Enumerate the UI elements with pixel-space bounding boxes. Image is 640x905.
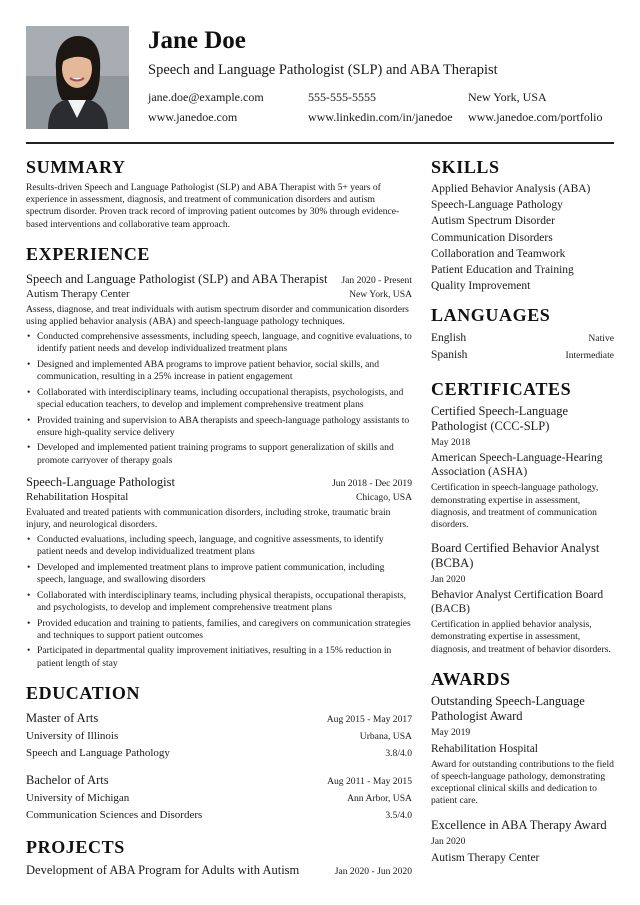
job-company: Rehabilitation Hospital — [26, 490, 129, 503]
job-bullet: • Participated in departmental quality improvement initiatives, resulting in a 15% reduction in patient length of stay — [26, 645, 412, 669]
job-bullet: • Conducted evaluations, including speech, language, and cognitive assessments, to identify patient needs and develop individualized treatment plans — [26, 534, 412, 558]
experience-entry — [26, 474, 412, 670]
skills-section — [431, 156, 614, 294]
job-bullet: • Conducted comprehensive assessments, including speech, language, and cognitive evaluations, to identify patient needs and develop individualized treatment plans — [26, 331, 412, 355]
job-bullet: • Provided training and supervision to ABA therapists and speech-language pathology assistants to ensure high-quality service delivery — [26, 415, 412, 439]
job-bullet: • Designed and implemented ABA programs to improve patient behavior, social skills, and communication, resulting in a 25% increase in patient engagement — [26, 359, 412, 383]
award-issuer: Rehabilitation Hospital — [431, 742, 538, 755]
awards-section — [431, 668, 614, 865]
contact-portfolio[interactable]: www.janedoe.com/portfolio — [468, 110, 603, 124]
summary-section — [26, 156, 412, 231]
job-dates: Jan 2020 - Present — [341, 274, 412, 286]
certificate-entry — [431, 541, 614, 656]
skills-list — [431, 181, 614, 294]
education-entry — [26, 710, 412, 762]
skill-item: Quality Improvement — [431, 280, 531, 293]
award-description: Award for outstanding contributions to the field of speech-language pathology, demonstrating exceptional clinical skills and dedication to patient care. — [431, 758, 614, 807]
award-date: May 2019 — [431, 726, 471, 738]
gpa: 3.8/4.0 — [385, 747, 412, 759]
award-entry — [431, 694, 614, 808]
section-title: EXPERIENCE — [26, 243, 151, 264]
award-entry — [431, 818, 614, 865]
candidate-name: Jane Doe — [148, 27, 246, 54]
project-entry — [26, 863, 412, 878]
field-of-study: Speech and Language Pathology — [26, 746, 170, 759]
certificate-name: Board Certified Behavior Analyst (BCBA) — [431, 541, 600, 571]
experience-entry — [26, 271, 412, 467]
award-date: Jan 2020 — [431, 835, 466, 847]
award-name: Excellence in ABA Therapy Award — [431, 817, 607, 832]
degree: Master of Arts — [26, 710, 99, 725]
education-dates: Aug 2011 - May 2015 — [327, 775, 412, 787]
project-dates: Jan 2020 - Jun 2020 — [334, 865, 412, 877]
education-dates: Aug 2015 - May 2017 — [326, 713, 412, 725]
education-section — [26, 682, 412, 824]
project-name: Development of ABA Program for Adults with Autism — [26, 862, 300, 877]
experience-section — [26, 243, 412, 670]
gpa: 3.5/4.0 — [385, 809, 412, 821]
job-description: Evaluated and treated patients with communication disorders, including stroke, traumatic brain injury, and neurological disorders. — [26, 506, 391, 531]
contact-phone[interactable]: 555-555-5555 — [308, 90, 376, 104]
school-location: Urbana, USA — [359, 730, 412, 742]
contact-linkedin[interactable]: www.linkedin.com/in/janedoe — [308, 110, 453, 124]
skill-item: Speech-Language Pathology — [431, 199, 563, 212]
award-issuer: Autism Therapy Center — [431, 851, 540, 864]
job-title: Speech and Language Pathologist (SLP) and ABA Therapist — [26, 271, 328, 286]
school: University of Illinois — [26, 729, 119, 742]
skill-item: Applied Behavior Analysis (ABA) — [431, 183, 591, 195]
language-name: English — [431, 332, 467, 345]
summary-text: Results-driven Speech and Language Pathologist (SLP) and ABA Therapist with 5+ years of experience in assessment, diagnosis, and treatment of communication disorders and autism spectrum disorder. Proven track record of improving patient outcomes by 30% through evidence-based interventions and collaborative team approach. — [26, 182, 400, 230]
school: University of Michigan — [26, 791, 130, 804]
job-bullet: • Developed and implemented treatment plans to improve patient communication, including speech, language, and swallowing disorders — [26, 562, 412, 586]
resume-header — [148, 26, 614, 126]
degree: Bachelor of Arts — [26, 772, 109, 787]
field-of-study: Communication Sciences and Disorders — [26, 808, 203, 821]
skill-item: Autism Spectrum Disorder — [431, 215, 555, 228]
job-description: Assess, diagnose, and treat individuals with autism spectrum disorder and communication disorders using applied behavior analysis (ABA) and speech-language pathology techniques. — [26, 303, 409, 328]
award-name: Outstanding Speech-Language Pathologist Award — [431, 693, 585, 723]
sidebar-column — [431, 156, 614, 865]
language-item — [431, 330, 614, 347]
job-title: Speech-Language Pathologist — [26, 474, 175, 489]
section-title: AWARDS — [431, 668, 511, 689]
section-title: SUMMARY — [26, 157, 126, 177]
job-bullets — [26, 534, 412, 670]
contact-location: New York, USA — [468, 90, 547, 104]
job-bullet: • Collaborated with interdisciplinary teams, including occupational therapists, psychologists, and special education teachers, to develop and implement comprehensive treatment plans — [26, 387, 412, 411]
job-location: Chicago, USA — [356, 491, 412, 503]
job-bullet: • Collaborated with interdisciplinary teams, including physical therapists, occupational therapists, and psychologists, to develop and implement comprehensive treatment plans — [26, 590, 412, 614]
certificate-description: Certification in applied behavior analysis, demonstrating expertise in assessment, diagnosis, and treatment of behavior disorders. — [431, 619, 611, 655]
language-item — [431, 347, 614, 364]
languages-section — [431, 304, 614, 364]
projects-section — [26, 836, 412, 878]
certificate-description: Certification in speech-language pathology, demonstrating expertise in assessment, diagnosis, and treatment of communication disorders. — [431, 482, 599, 531]
job-location: New York, USA — [349, 288, 412, 300]
certificate-date: Jan 2020 — [431, 574, 466, 586]
certificate-date: May 2018 — [431, 437, 471, 449]
section-title: PROJECTS — [26, 836, 125, 857]
certificate-issuer: Behavior Analyst Certification Board (BACB) — [431, 589, 604, 615]
skill-item: Communication Disorders — [431, 231, 553, 244]
skill-item: Patient Education and Training — [431, 264, 574, 277]
job-company: Autism Therapy Center — [26, 287, 130, 300]
section-title: LANGUAGES — [431, 305, 551, 326]
header-divider — [26, 142, 614, 144]
skill-item: Collaboration and Teamwork — [431, 247, 566, 260]
contact-info — [148, 89, 614, 126]
languages-list — [431, 330, 614, 364]
contact-email[interactable]: jane.doe@example.com — [148, 90, 264, 104]
job-bullets — [26, 331, 412, 467]
candidate-headline: Speech and Language Pathologist (SLP) and ABA Therapist — [148, 62, 498, 78]
certificate-entry — [431, 404, 614, 531]
section-title: EDUCATION — [26, 682, 141, 703]
certificates-section — [431, 378, 614, 655]
job-dates: Jun 2018 - Dec 2019 — [332, 477, 412, 489]
job-bullet: • Developed and implemented patient training programs to support generalization of skills and promote carryover of therapy goals — [26, 442, 412, 466]
language-name: Spanish — [431, 349, 468, 362]
education-entry — [26, 772, 412, 824]
profile-photo-image — [26, 26, 129, 129]
job-bullet: • Provided education and training to patients, families, and caregivers on communication strategies and techniques to support patient outcomes — [26, 618, 412, 642]
section-title: SKILLS — [431, 157, 500, 177]
certificate-issuer: American Speech-Language-Hearing Association (ASHA) — [431, 452, 603, 478]
main-column — [26, 156, 412, 878]
school-location: Ann Arbor, USA — [347, 792, 412, 804]
section-title: CERTIFICATES — [431, 379, 572, 400]
certificate-name: Certified Speech-Language Pathologist (CCC-SLP) — [431, 404, 569, 434]
profile-photo — [26, 26, 129, 129]
language-level: Native — [588, 333, 614, 345]
language-level: Intermediate — [565, 350, 614, 362]
contact-website[interactable]: www.janedoe.com — [148, 110, 238, 124]
